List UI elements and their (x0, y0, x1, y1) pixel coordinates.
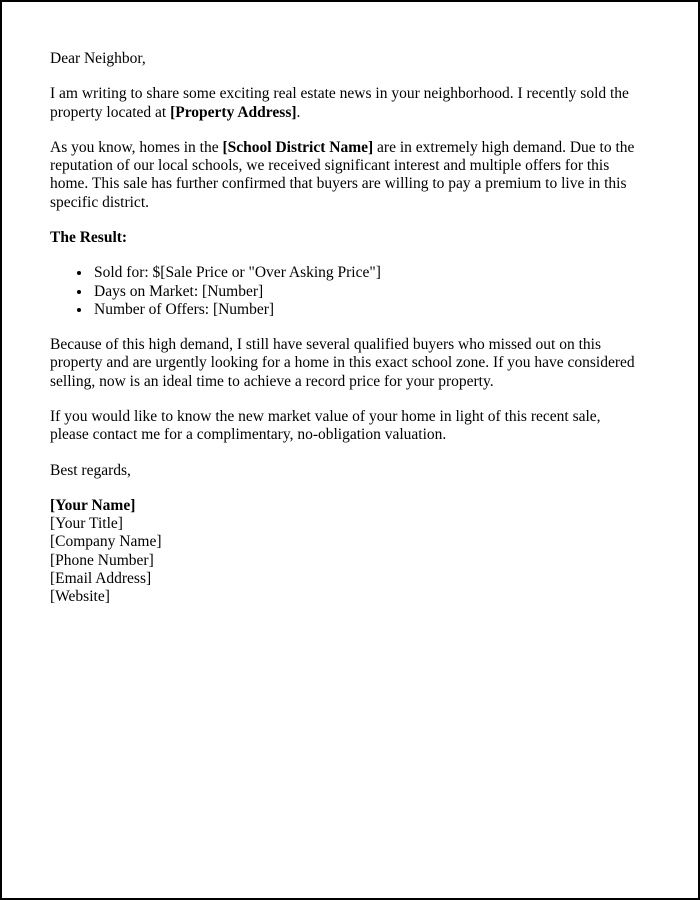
result-item-sold-for: • Sold for: $[Sale Price or "Over Asking Price"] (92, 264, 638, 282)
signature-block (50, 497, 638, 607)
signature-name: [Your Name] (50, 496, 136, 514)
paragraph-demand (50, 139, 638, 212)
signature-title: [Your Title] (50, 515, 123, 533)
closing: Best regards, (50, 461, 131, 479)
result-item-number-of-offers: • Number of Offers: [Number] (92, 301, 638, 319)
signature-email: [Email Address] (50, 569, 152, 587)
signature-company: [Company Name] (50, 533, 162, 551)
paragraph-intro (50, 85, 638, 122)
paragraph-demand-text: As you know, homes in the (50, 138, 223, 156)
property-address-placeholder: [Property Address] (170, 103, 297, 121)
result-list (50, 264, 638, 319)
paragraph-demand-end: are in extremely high demand. Due to the reputation of our local schools, we received significant interest and multiple offers for this home. This sale has further confirmed that buyers are willing to pay a premium to live in this specific district. (50, 138, 635, 211)
result-item-days-on-market: • Days on Market: [Number] (92, 283, 638, 301)
result-heading: The Result: (50, 228, 128, 246)
school-district-placeholder: [School District Name] (222, 138, 374, 156)
signature-phone: [Phone Number] (50, 551, 154, 569)
signature-website: [Website] (50, 588, 110, 606)
paragraph-buyers: Because of this high demand, I still have several qualified buyers who missed out on this property and are urgently looking for a home in this exact school zone. If you have considered selling, now is an ideal time to achieve a record price for your property. (50, 336, 635, 390)
paragraph-intro-text: I am writing to share some exciting real estate news in your neighborhood. I recently sold the property located at (50, 85, 629, 121)
salutation: Dear Neighbor, (50, 50, 146, 67)
paragraph-intro-end: . (296, 103, 301, 121)
paragraph-valuation-offer: If you would like to know the new market value of your home in light of this recent sale, please contact me for a complimentary, no-obligation valuation. (50, 407, 601, 444)
